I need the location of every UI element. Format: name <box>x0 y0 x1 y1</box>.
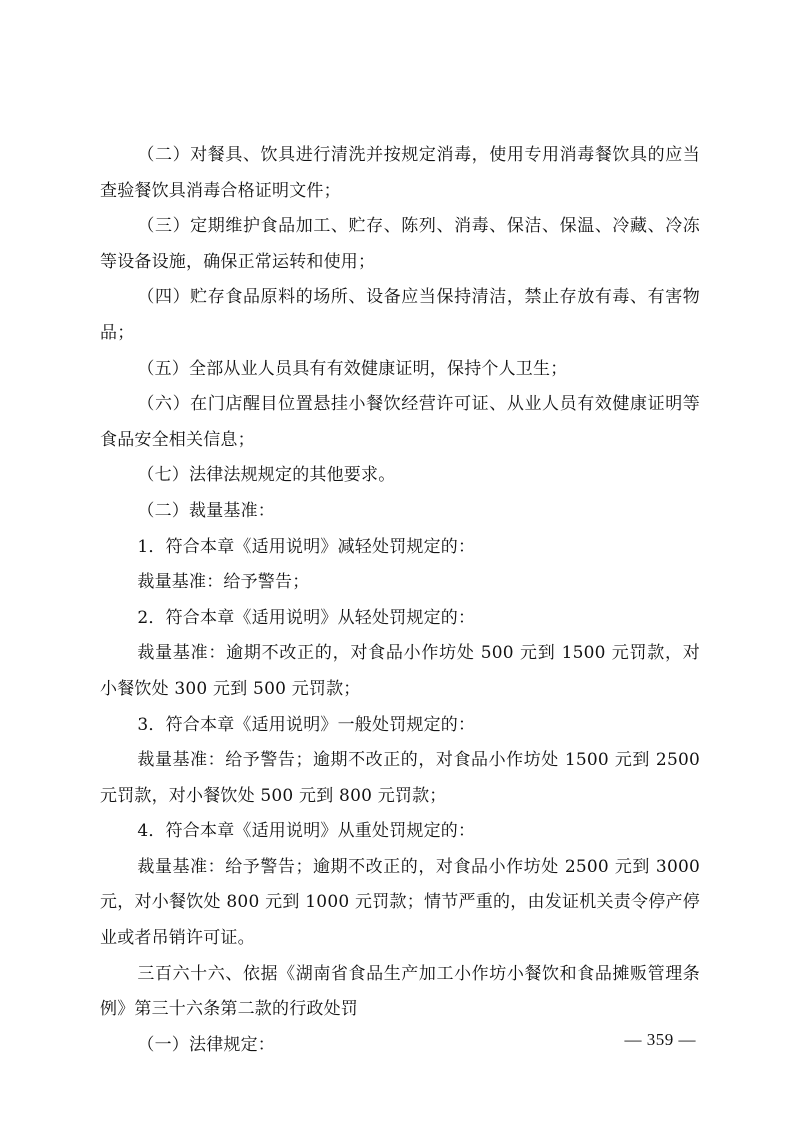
paragraph: 裁量基准：逾期不改正的，对食品小作坊处 500 元到 1500 元罚款，对小餐饮处 300 元到 500 元罚款； <box>100 643 700 699</box>
paragraph: （七）法律法规规定的其他要求。 <box>137 465 396 486</box>
page-number: — 359 — <box>624 1030 696 1049</box>
paragraph: （四）贮存食品原料的场所、设备应当保持清洁，禁止存放有毒、有害物品； <box>100 287 700 343</box>
paragraph: （五）全部从业人员具有有效健康证明，保持个人卫生； <box>137 358 568 379</box>
paragraph: （六）在门店醒目位置悬挂小餐饮经营许可证、从业人员有效健康证明等食品安全相关信息； <box>100 394 700 450</box>
paragraph: （二）对餐具、饮具进行清洗并按规定消毒，使用专用消毒餐饮具的应当查验餐饮具消毒合格证明文件； <box>100 145 700 201</box>
paragraph: 3．符合本章《适用说明》一般处罚规定的： <box>137 714 476 735</box>
section-heading: （二）裁量基准： <box>137 500 275 521</box>
paragraph: 4．符合本章《适用说明》从重处罚规定的： <box>137 821 476 842</box>
paragraph: 裁量基准：给予警告；逾期不改正的，对食品小作坊处 2500 元到 3000 元，对小餐饮处 800 元到 1000 元罚款；情节严重的，由发证机关责令停产停业或者吊销许可证。 <box>100 856 700 949</box>
article-heading: 三百六十六、依据《湖南省食品生产加工小作坊小餐饮和食品摊贩管理条例》第三十六条第二款的行政处罚 <box>100 963 700 1020</box>
paragraph: 1．符合本章《适用说明》减轻处罚规定的： <box>137 536 476 557</box>
paragraph: 裁量基准：给予警告； <box>137 572 310 593</box>
document-body <box>100 138 700 1063</box>
paragraph: 裁量基准：给予警告；逾期不改正的，对食品小作坊处 1500 元到 2500 元罚款，对小餐饮处 500 元到 800 元罚款； <box>100 750 700 806</box>
paragraph: （三）定期维护食品加工、贮存、陈列、消毒、保洁、保温、冷藏、冷冻等设备设施，确保正常运转和使用； <box>100 216 700 272</box>
section-heading: （一）法律规定： <box>137 1034 275 1055</box>
paragraph: 2．符合本章《适用说明》从轻处罚规定的： <box>137 607 476 628</box>
